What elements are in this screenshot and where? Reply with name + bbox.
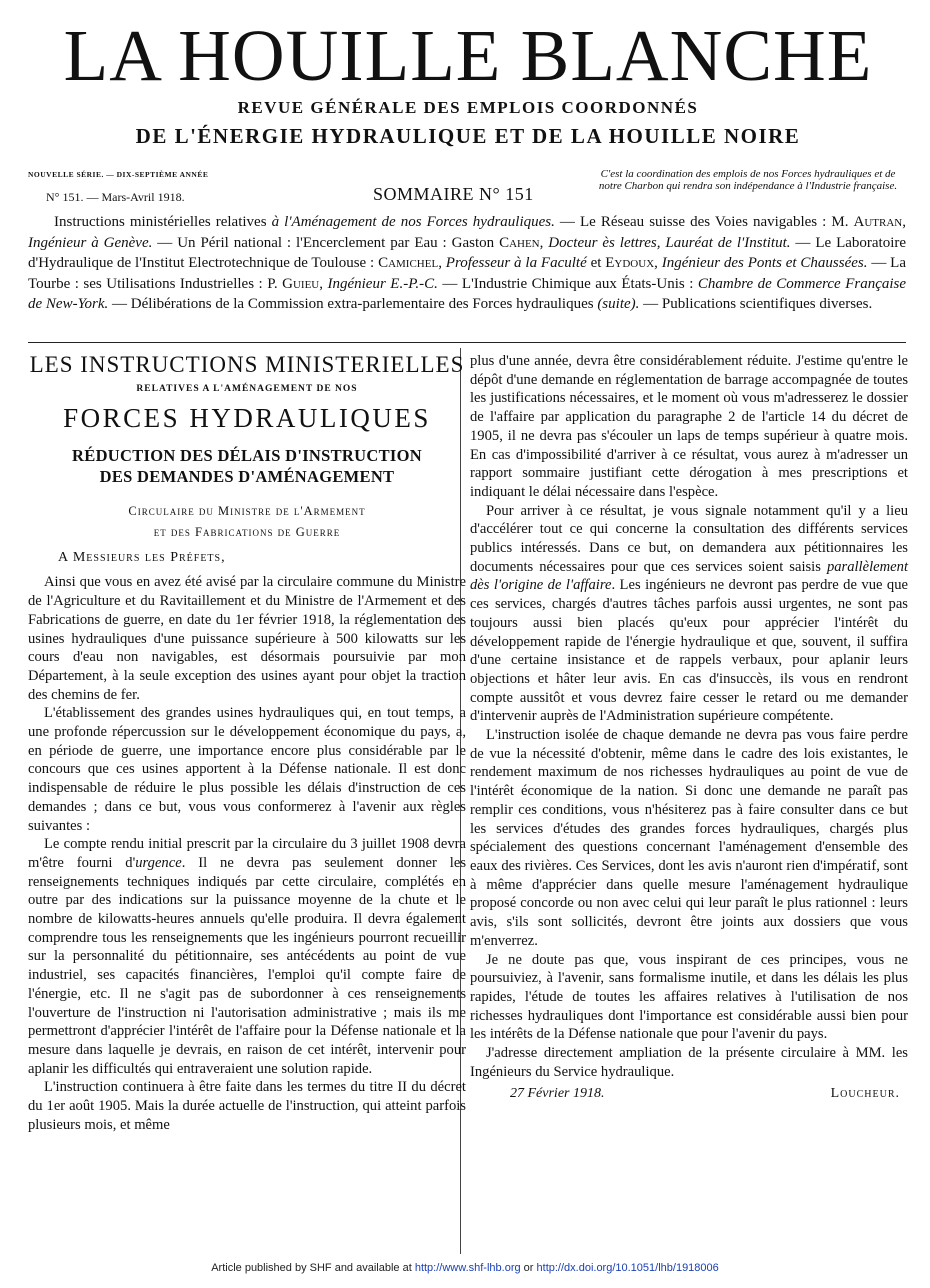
article-subtitle: RELATIVES A L'AMÉNAGEMENT DE NOS — [136, 384, 358, 394]
toc-text: — Un Péril national : l'Encerclement par Eau : Gaston — [152, 234, 500, 251]
horizontal-divider — [28, 342, 906, 343]
section-heading-line-1: RÉDUCTION DES DÉLAIS D'INSTRUCTION — [72, 445, 422, 465]
paragraph: L'instruction isolée de chaque demande ne devra pas vous faire perdre de vue la nécessité d'obtenir, même dans le cadre des lois existantes, le rendement maximum de nos richesses hydrauliques au point de vue de l'intérêt économique de la nation. Si donc une demande ne paraît pas remplir ces conditions, vous n'hésiterez pas à faire consulter dans ce but les services d'études des grandes forces hydrauliques, chargés plus spécialement des questions concernant l'aménagement d'ensemble des eaux des rivières. Ces Services, dont les avis n'auront rien d'impératif, sont à même d'apprécier dans quelle mesure l'aménagement hydraulique proposé concorde ou non avec celui qui leur paraît le plus rationnel : leurs avis, s'ils sont sollicités, devront être joints aux dossiers que vous m'enverrez. — [470, 727, 908, 949]
footer-text: Article published by SHF and available at — [211, 1262, 415, 1274]
journal-title: LA HOUILLE BLANCHE — [63, 15, 873, 96]
toc-text: , — [539, 234, 549, 251]
table-of-contents — [28, 212, 906, 315]
toc-text: — L'Industrie Chimique aux États-Unis : — [437, 275, 698, 292]
toc-italic: Ingénieur des Ponts et Chaussées. — [661, 255, 868, 272]
toc-author: Guieu — [282, 275, 320, 292]
circular-line-1: Circulaire du Ministre de l'Armement — [128, 503, 366, 518]
series-line: NOUVELLE SÉRIE. — DIX-SEPTIÈME ANNÉE — [28, 170, 209, 179]
paragraph: Ainsi que vous en avez été avisé par la circulaire commune du Ministre de l'Agriculture et du Ravitaillement et du Ministre de l'Armement et des Fabrications de guerre, en date du 1er février 1918, la réglementation des usines hydrauliques d'une puissance supérieure à 500 kilowatts sur les cours d'eau non navigables, est désormais poursuivie par mon Département, à la seule exception des usines ayant pour objet la traction des chemins de fer. — [28, 574, 466, 703]
issue-meta — [28, 168, 908, 212]
paragraph-text: Pour arriver à ce résultat, je vous signale notamment qu'il y a lieu d'accélérer tout ce qui concerne la consultation des différents services publics intéressés. Dans ce but, on demandera aux pétitionnaires les documents nécessaires pour que ces services soient saisis — [470, 502, 908, 575]
toc-italic: Ingénieur E.-P.-C. — [327, 275, 438, 292]
toc-text: , — [654, 255, 662, 272]
toc-italic: (suite). — [597, 296, 640, 313]
toc-italic: à l'Aménagement de nos Forces hydrauliques. — [271, 214, 555, 230]
toc-italic: Chambre de Commerce Française de New-York. — [28, 275, 907, 313]
journal-subtitle: REVUE GÉNÉRALE DES EMPLOIS COORDONNÉS — [237, 98, 699, 117]
paragraph-emphasis: urgence — [135, 854, 182, 871]
paragraph: L'instruction continuera à être faite dans les termes du titre II du décret du 1er août 1905. Mais la durée actuelle de l'instruction, qui atteint parfois plusieurs mois, et même — [28, 1079, 466, 1133]
section-heading-line-2: DES DEMANDES D'AMÉNAGEMENT — [99, 466, 395, 486]
toc-italic: Docteur ès lettres, Lauréat de l'Institut. — [548, 234, 791, 251]
masthead — [28, 15, 908, 149]
paragraph — [28, 835, 466, 1078]
circular-heading — [28, 501, 466, 543]
toc-text: — La Tourbe : ses Utilisations Industrielles : P. — [28, 255, 907, 292]
journal-subtitle-2: DE L'ÉNERGIE HYDRAULIQUE ET DE LA HOUILLE NOIRE — [135, 124, 801, 148]
toc-text: , — [319, 275, 328, 292]
toc-italic: Ingénieur à Genève. — [28, 234, 153, 251]
paragraph-text: . Il ne devra pas seulement donner les renseignements techniques indiqués par cette circulaire, complétés en outre par des indications sur la puissance moyenne de la chute et le nombre de kilowatts-heures annuels qu'elle produira. Il devra également comprendre tous les renseignements que les ingénieurs pourront recueillir sur la personnalité du pétitionnaire, ses antécédents au point de vue industriel, ses capacités financières, l'emploi qu'il compte faire de l'énergie, etc. Il ne s'agit pas de subordonner à ces renseignements l'ouverture de l'instruction ni l'autorisation administrative ; mais ils me permettront d'apprécier l'intérêt de l'affaire pour la Défense nationale et la mesure dans laquelle je devrais, en raison de cet intérêt, intervenir pour aplanir les difficultés qui entraveraient une solution rapide. — [28, 854, 466, 1077]
toc-text: , — [902, 214, 907, 230]
issue-number: N° 151. — Mars-Avril 1918. — [46, 190, 185, 204]
footer-link-shf[interactable]: http://www.shf-lhb.org — [414, 1262, 521, 1274]
left-column — [28, 352, 466, 1135]
signature: Loucheur. — [830, 1086, 900, 1102]
toc-author: Camichel — [378, 255, 439, 272]
paragraph: J'adresse directement ampliation de la présente circulaire à MM. les Ingénieurs du Service hydraulique. — [470, 1045, 908, 1080]
salutation: A Messieurs les Préfets, — [58, 549, 226, 565]
right-column — [470, 352, 908, 1105]
journal-motto: C'est la coordination des emplois de nos Forces hydrauliques et de notre Charbon qui rendra son indépendance à l'Industrie française. — [598, 168, 898, 192]
paragraph-text: . Les ingénieurs ne devront pas perdre de vue que ces services, chargés d'autres tâches parfois aussi urgentes, ne sont pas toujours aussi bien placés qu'eux pour apprécier l'intérêt du développement rapide de l'énergie hydraulique et que, souvent, il suffira d'une certaine insistance et de rappels verbaux, pour aplanir leurs objections et hâter leur avis. En cas d'insuccès, ils vous en rendront compte aussitôt et vous devrez faire cesser le retard ou me demander d'intervenir auprès de l'Administration supérieure compétente. — [470, 577, 908, 725]
footer-link-doi[interactable]: http://dx.doi.org/10.1051/lhb/1918006 — [536, 1262, 719, 1274]
toc-text: et — [586, 255, 606, 272]
toc-author: Autran — [853, 214, 903, 230]
toc-text: — Délibérations de la Commission extra-parlementaire des Forces hydrauliques — [108, 296, 598, 313]
paragraph — [470, 502, 908, 726]
footer — [0, 1262, 930, 1274]
paragraph: plus d'une année, devra être considérablement réduite. J'estime qu'entre le dépôt d'une demande en réglementation de barrage accompagnée de toutes les justifications nécessaires, et le moment où vous m'adresserez le dossier de l'affaire par application du paragraphe 2 de l'article 14 du décret de 1905, il ne devra pas s'écouler un laps de temps supérieur à quatre mois. En cas d'impossibilité d'arriver à ce résultat, vous aurez à m'adresser un rapport sommaire justifiant cette dérogation à mes prescriptions et indiquant le délai nécessaire dans l'espèce. — [470, 353, 908, 500]
letter-date: 27 Février 1918. — [510, 1086, 605, 1102]
section-heading — [28, 445, 466, 487]
circular-line-2: et des Fabrications de Guerre — [153, 524, 341, 539]
toc-text: Instructions ministérielles relatives — [54, 214, 272, 230]
toc-text: — Publications scientifiques diverses. — [639, 296, 873, 313]
toc-text: — Le Laboratoire d'Hydraulique de l'Institut Electrotechnique de Toulouse : — [28, 234, 907, 272]
sommaire-heading: SOMMAIRE N° 151 — [373, 184, 534, 204]
signature-line — [470, 1085, 908, 1105]
footer-text: or — [520, 1262, 537, 1274]
article-title-2: FORCES HYDRAULIQUES — [63, 402, 431, 433]
paragraph-text: Le compte rendu initial prescrit par la circulaire du 3 juillet 1908 devra m'être fourni d' — [28, 836, 466, 871]
toc-text: , — [438, 255, 446, 272]
paragraph: Je ne doute pas que, vous inspirant de ces principes, vous ne poursuiviez, à l'avenir, sans formalisme inutile, et dans les délais les plus rapides, l'étude de toutes les affaires relatives à l'utilisation de nos richesses hydrauliques dont l'importance est considérable aussi bien pour les intérêts de la Défense nationale que pour l'avenir du pays. — [470, 951, 908, 1043]
article-title: LES INSTRUCTIONS MINISTERIELLES — [29, 352, 465, 377]
paragraph-emphasis: parallèlement dès l'origine de l'affaire — [470, 558, 908, 594]
toc-text: — Le Réseau suisse des Voies navigables : M. — [554, 214, 854, 230]
toc-author: Eydoux — [605, 255, 655, 272]
paragraph: L'établissement des grandes usines hydrauliques qui, en tout temps, a une profonde répercussion sur le développement économique du pays, a, en période de guerre, une importance encore plus considérable par le concours que ces usines apportent à la Défense nationale. Il est donc indispensable de réduire le plus possible les délais d'instruction de ces demandes ; dans ce but, vous vous conformerez à l'avenir aux règles suivantes : — [28, 705, 466, 834]
toc-author: Cahen — [499, 234, 540, 251]
toc-italic: Professeur à la Faculté — [445, 255, 587, 272]
